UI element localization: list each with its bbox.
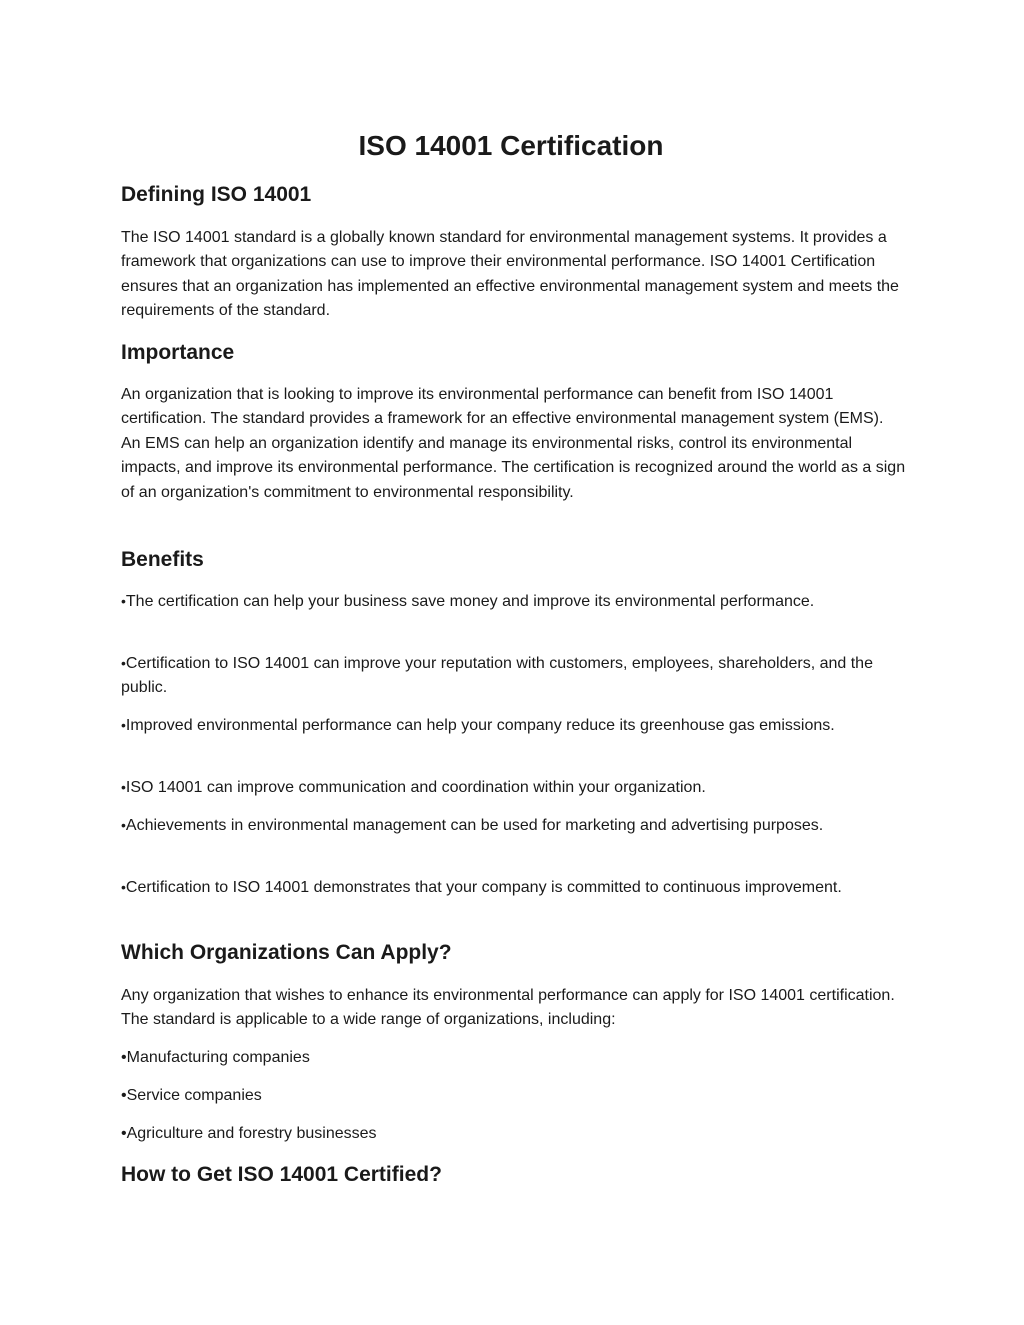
organization-type-text: Service companies [126, 1087, 262, 1104]
organization-type-text: Manufacturing companies [126, 1049, 310, 1066]
section-text-defining: The ISO 14001 standard is a globally known standard for environmental management systems. It provides a framework that organizations can use to improve their environmental performance. ISO 14001 Certification ensures that an organization has implemented an effective environmental management system and meets the requirements of the standard. [121, 229, 899, 320]
organization-type-item [121, 1046, 881, 1070]
bullet-icon: • [121, 817, 126, 833]
section-text-apply: Any organization that wishes to enhance its environmental performance can apply for ISO 14001 certification. The standard is applicable to a wide range of organizations, including: [121, 987, 895, 1029]
section-heading-apply: Which Organizations Can Apply? [121, 941, 452, 964]
section-heading-defining: Defining ISO 14001 [121, 183, 312, 206]
benefit-item-text: Achievements in environmental management can be used for marketing and advertising purposes. [125, 817, 824, 834]
organization-type-item [121, 1084, 881, 1108]
benefit-item [121, 713, 881, 738]
bullet-icon: • [121, 879, 126, 895]
bullet-icon: • [121, 1049, 127, 1066]
benefit-item [121, 651, 881, 701]
bullet-icon: • [121, 655, 126, 671]
benefit-item-text: The certification can help your business save money and improve its environmental performance. [125, 593, 815, 610]
bullet-icon: • [121, 717, 126, 733]
section-heading-importance: Importance [121, 341, 235, 364]
bullet-icon: • [121, 593, 126, 609]
benefit-item [121, 775, 881, 800]
bullet-icon: • [121, 1087, 127, 1104]
benefit-item-text: Certification to ISO 14001 demonstrates that your company is committed to continuous improvement. [125, 879, 842, 896]
benefit-item [121, 875, 881, 900]
benefit-item-text: Improved environmental performance can help your company reduce its greenhouse gas emissions. [125, 717, 835, 734]
section-text-importance: An organization that is looking to improve its environmental performance can benefit from ISO 14001 certification. The standard provides a framework for an effective environmental management system (EMS). An EMS can help an organization identify and manage its environmental risks, control its environmental impacts, and improve its environmental performance. The certification is recognized around the world as a sign of an organization's commitment to environmental responsibility. [121, 386, 906, 501]
section-heading-how: How to Get ISO 14001 Certified? [121, 1163, 442, 1186]
organization-type-text: Agriculture and forestry businesses [126, 1125, 377, 1142]
organization-type-item [121, 1122, 881, 1146]
benefit-item-text: ISO 14001 can improve communication and coordination within your organization. [125, 779, 706, 796]
benefit-item [121, 813, 881, 838]
bullet-icon: • [121, 1125, 127, 1142]
section-heading-benefits: Benefits [121, 548, 204, 571]
page-title: ISO 14001 Certification [358, 130, 664, 161]
benefit-item [121, 589, 881, 614]
benefit-item-text: Certification to ISO 14001 can improve your reputation with customers, employees, shareholders, and the public. [121, 655, 873, 697]
bullet-icon: • [121, 779, 126, 795]
